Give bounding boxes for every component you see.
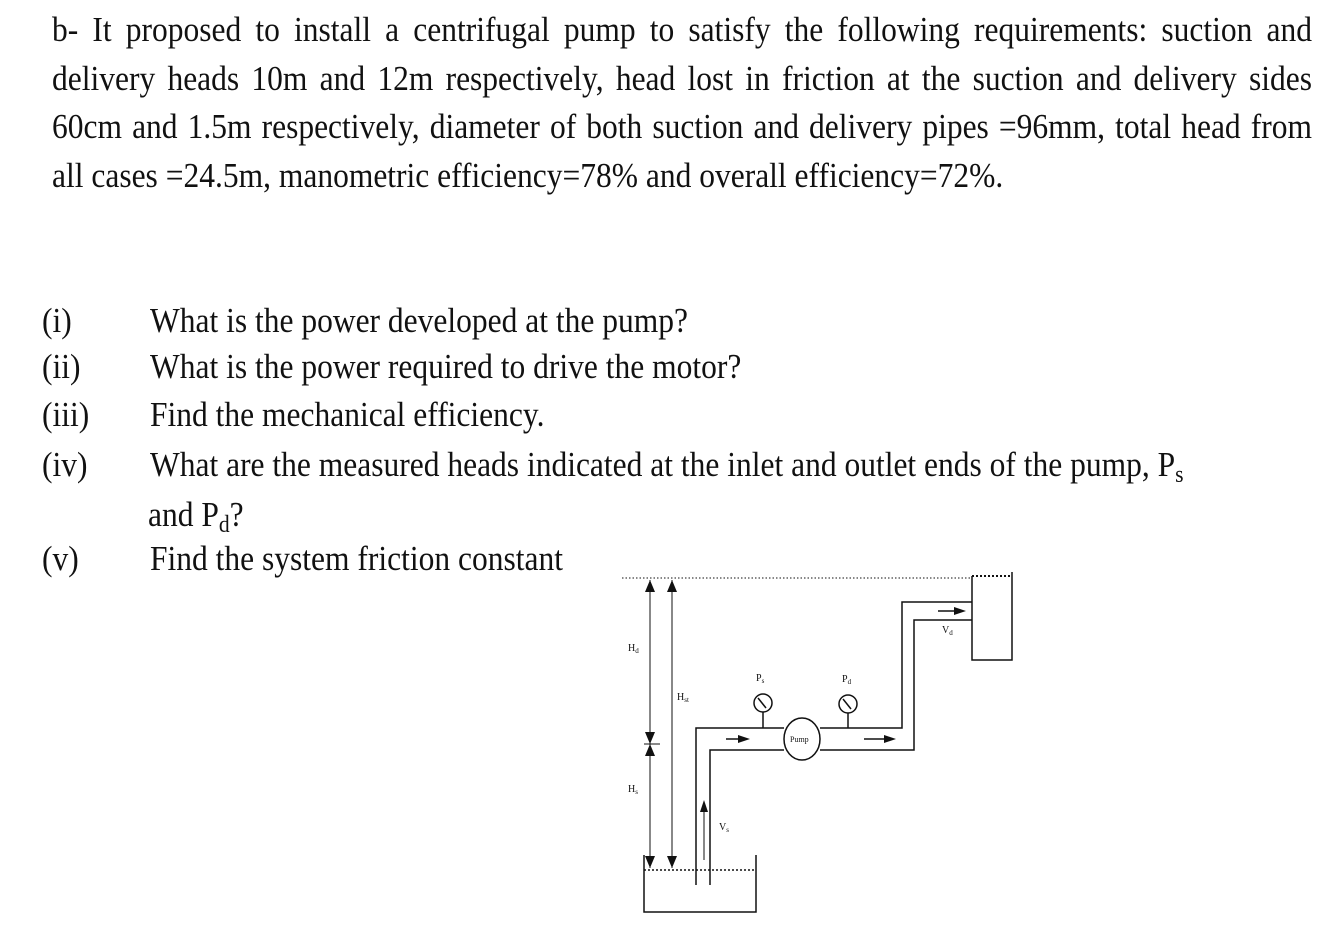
suction-pipe-outer <box>696 728 784 885</box>
upper-tank <box>972 572 1012 660</box>
suction-gauge <box>754 694 772 712</box>
label-hs: $H_s$ <box>628 784 638 796</box>
delivery-gauge <box>839 695 857 713</box>
question-text: What is the power developed at the pump? <box>150 301 688 340</box>
label-vs: $V_s$ <box>719 822 729 834</box>
question-number: (ii) <box>42 347 81 386</box>
label-pump: Pump <box>790 735 809 744</box>
question-number: (iv) <box>42 445 88 484</box>
question-number: (i) <box>42 301 72 340</box>
problem-statement <box>52 6 1312 200</box>
lower-tank <box>644 855 756 912</box>
label-pd: $P_d$ <box>842 674 852 686</box>
label-ps: $P_s$ <box>756 673 765 685</box>
pump-system-diagram <box>600 560 1030 920</box>
suction-pipe-inner <box>710 750 784 885</box>
label-hd: $H_d$ <box>628 643 639 655</box>
question-iv-continuation: and $P_d$? <box>148 495 244 538</box>
question-text: What are the measured heads indicated at the inlet and outlet ends of the pump, $P_s$ <box>150 445 1184 488</box>
question-number: (iii) <box>42 395 90 434</box>
delivery-pipe-outer <box>820 602 972 728</box>
delivery-pipe-inner <box>820 620 972 750</box>
label-vd: $V_d$ <box>942 625 953 637</box>
label-hst: $H_{st}$ <box>677 692 689 704</box>
question-text: Find the system friction constant <box>150 539 563 578</box>
question-text: What is the power required to drive the motor? <box>150 347 742 386</box>
question-text: Find the mechanical efficiency. <box>150 395 545 434</box>
question-number: (v) <box>42 539 79 578</box>
problem-text: b- It proposed to install a centrifugal pump to satisfy the following requirements: suction and delivery heads 10m and 12m respectively, head lost in friction at the suction and delivery sides 60cm and 1.5m respectively, diameter of both suction and delivery pipes =96mm, total head from all cases =24.5m, manometric efficiency=78% and overall efficiency=72%. <box>52 10 1312 195</box>
